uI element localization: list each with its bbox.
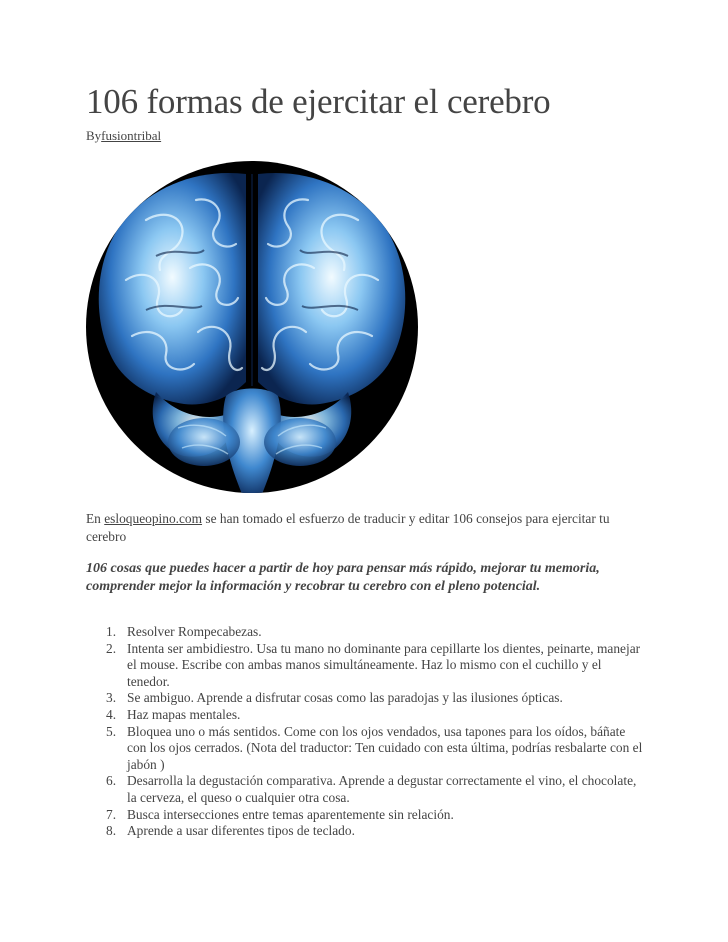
list-item-text: Se ambiguo. Aprende a disfrutar cosas como las paradojas y las ilusiones ópticas.: [127, 690, 563, 706]
list-item-text: Busca intersecciones entre temas aparentemente sin relación.: [127, 806, 454, 822]
list-item-number: 4.: [106, 706, 117, 722]
list-item-number: 1.: [106, 624, 117, 639]
list-item: [86, 624, 646, 641]
list-item: [86, 773, 646, 806]
list-item-number: 2.: [106, 640, 117, 656]
lead-paragraph: 106 cosas que puedes hacer a partir de hoy para pensar más rápido, mejorar tu memoria, comprender mejor la información y recobrar tu cerebro con el pleno potencial.: [86, 561, 600, 594]
source-link[interactable]: esloqueopino.com: [104, 511, 203, 526]
list-item: [86, 724, 646, 774]
list-item-text: Intenta ser ambidiestro. Usa tu mano no dominante para cepillarte los dientes, peinarte, manejar el mouse. Escribe con ambas manos simultáneamente. Haz lo mismo con el cuchillo y el tenedor.: [127, 640, 641, 689]
brain-image: [86, 160, 418, 494]
list-item: [86, 823, 646, 840]
author-link[interactable]: fusiontribal: [101, 128, 162, 143]
intro-prefix: En: [86, 511, 105, 526]
list-item: [86, 807, 646, 824]
list-item: [86, 641, 646, 691]
list-item-number: 8.: [106, 823, 117, 839]
intro-paragraph: [86, 510, 646, 546]
list-item-text: Haz mapas mentales.: [127, 706, 241, 722]
list-item-number: 7.: [106, 806, 117, 822]
byline: [86, 128, 161, 144]
list-item-text: Resolver Rompecabezas.: [127, 624, 262, 639]
list-item-text: Bloquea uno o más sentidos. Come con los ojos vendados, usa tapones para los oídos, báñate con los ojos cerrados. (Nota del traductor: Ten cuidado con esta última, podrías resbalarte con el jabón ): [127, 723, 643, 772]
list-item: [86, 690, 646, 707]
list-item-number: 6.: [106, 773, 117, 789]
list-item-number: 3.: [106, 690, 117, 706]
list-item-text: Desarrolla la degustación comparativa. Aprende a degustar correctamente el vino, el chocolate, la cerveza, el queso o cualquier otra cosa.: [127, 773, 637, 805]
tips-list: [86, 624, 646, 840]
article-title: 106 formas de ejercitar el cerebro: [86, 82, 551, 121]
byline-prefix: By: [86, 128, 102, 143]
list-item: [86, 707, 646, 724]
intro-text: se han tomado el esfuerzo de traducir y editar 106 consejos para ejercitar tu cerebro: [86, 511, 610, 544]
list-item-text: Aprende a usar diferentes tipos de teclado.: [127, 823, 355, 839]
brain-icon: [86, 160, 418, 494]
list-item-number: 5.: [106, 723, 117, 739]
